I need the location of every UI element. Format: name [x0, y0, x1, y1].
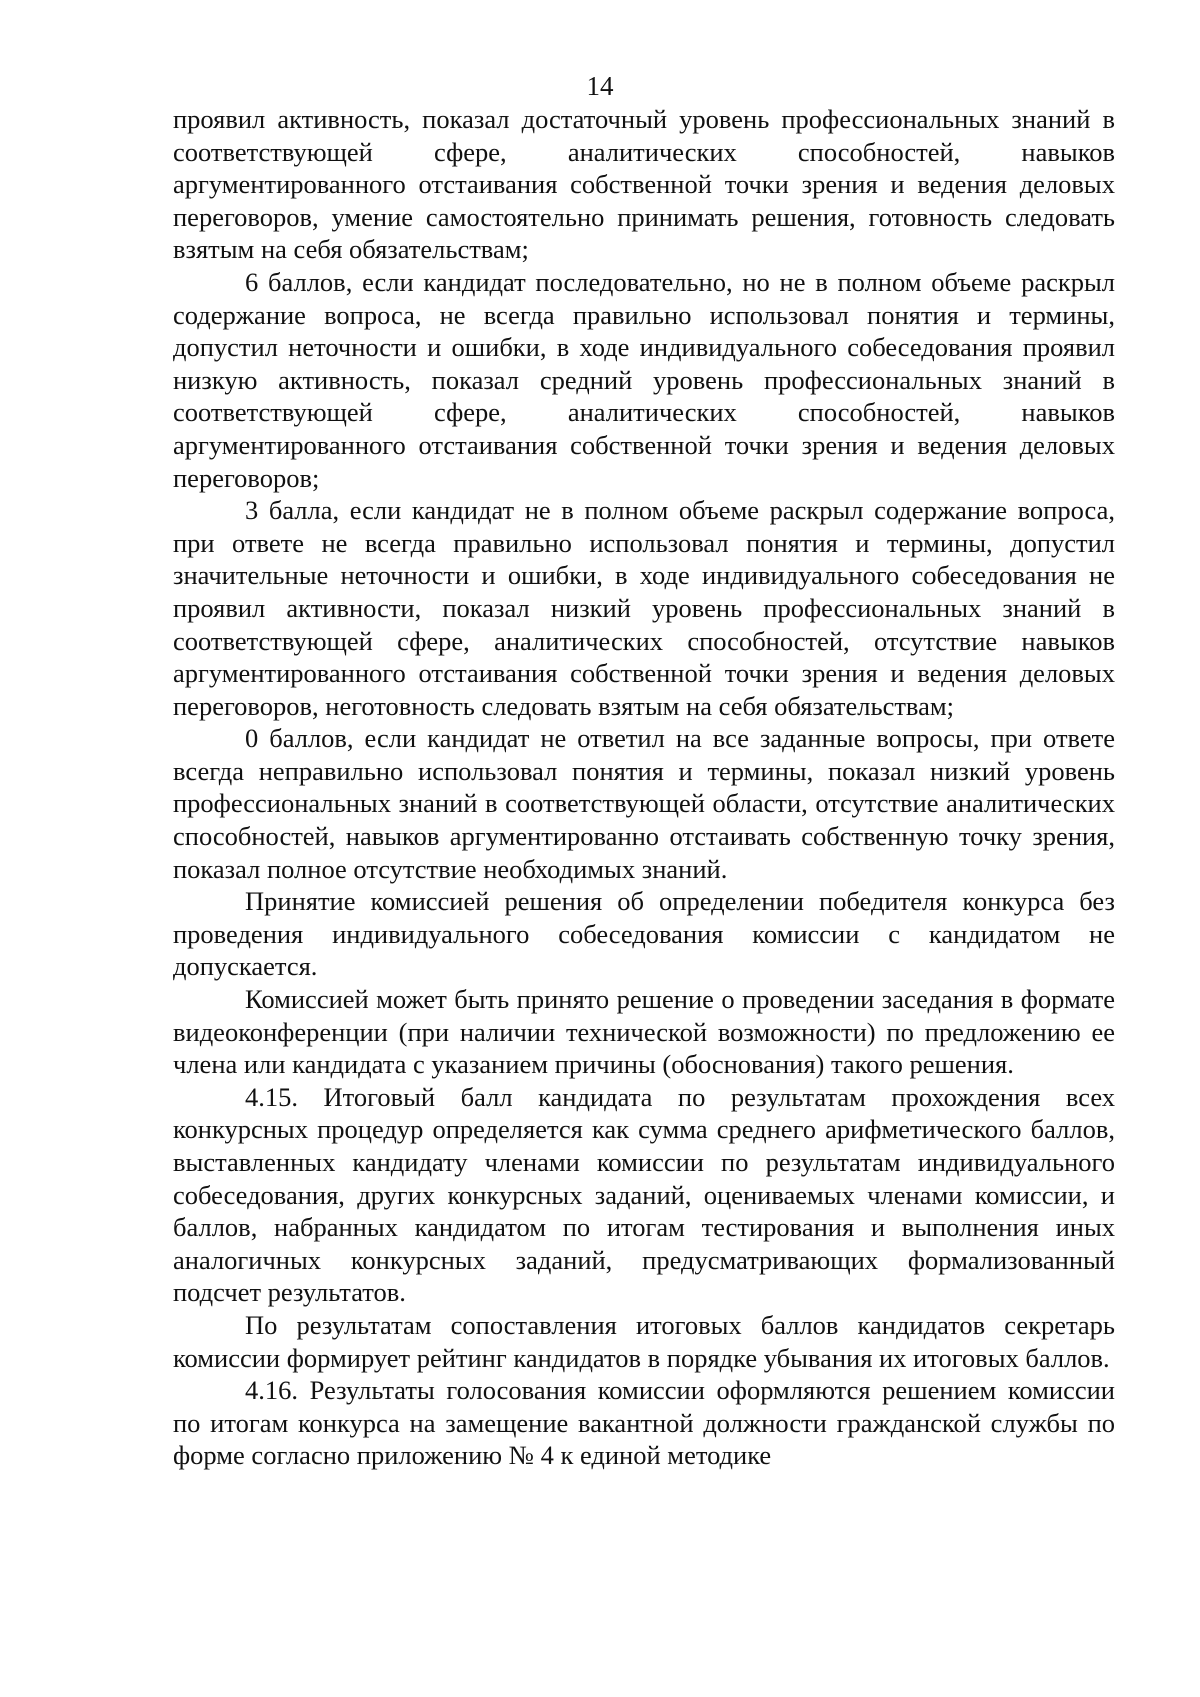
document-body — [173, 103, 1115, 1472]
paragraph-3-points: 3 балла, если кандидат не в полном объеме раскрыл содержание вопроса, при ответе не всегда правильно использовал понятия и термины, допустил значительные неточности и ошибки, в ходе индивидуального собеседования не проявил активности, показал низкий уровень профессиональных знаний в соответствующей сфере, аналитических способностей, отсутствие навыков аргументированного отстаивания собственной точки зрения и ведения деловых переговоров, неготовность следовать взятым на себя обязательствам; — [173, 495, 1115, 721]
paragraph-4-15: 4.15. Итоговый балл кандидата по результатам прохождения всех конкурсных процедур определяется как сумма среднего арифметического баллов, выставленных кандидату членами комиссии по результатам индивидуального собеседования, других конкурсных заданий, оцениваемых членами комиссии, и баллов, набранных кандидатом по итогам тестирования и выполнения иных аналогичных конкурсных заданий, предусматривающих формализованный подсчет результатов. — [173, 1081, 1115, 1308]
paragraph-rating: По результатам сопоставления итоговых баллов кандидатов секретарь комиссии формирует рейтинг кандидатов в порядке убывания их итоговых баллов. — [173, 1309, 1115, 1373]
page-number: 14 — [586, 71, 614, 101]
paragraph-videoconference: Комиссией может быть принято решение о проведении заседания в формате видеоконференции (при наличии технической возможности) по предложению ее члена или кандидата с указанием причины (обоснования) такого решения. — [173, 984, 1115, 1080]
paragraph-4-16: 4.16. Результаты голосования комиссии оформляются решением комиссии по итогам конкурса на замещение вакантной должности гражданской службы по форме согласно приложению № 4 к единой методике — [173, 1375, 1115, 1471]
paragraph-0-points: 0 баллов, если кандидат не ответил на все заданные вопросы, при ответе всегда неправильно использовал понятия и термины, показал низкий уровень профессиональных знаний в соответствующей области, отсутствие аналитических способностей, навыков аргументированно отстаивать собственную точку зрения, показал полное отсутствие необходимых знаний. — [173, 723, 1115, 884]
paragraph-no-interview: Принятие комиссией решения об определении победителя конкурса без проведения индивидуального собеседования комиссии с кандидатом не допускается. — [173, 886, 1115, 982]
paragraph-6-points: 6 баллов, если кандидат последовательно, но не в полном объеме раскрыл содержание вопроса, не всегда правильно использовал понятия и термины, допустил неточности и ошибки, в ходе индивидуального собеседования проявил низкую активность, показал средний уровень профессиональных знаний в соответствующей сфере, аналитических способностей, навыков аргументированного отстаивания собственной точки зрения и ведения деловых переговоров; — [173, 266, 1115, 493]
paragraph-continuation: проявил активность, показал достаточный уровень профессиональных знаний в соответствующей сфере, аналитических способностей, навыков аргументированного отстаивания собственной точки зрения и ведения деловых переговоров, умение самостоятельно принимать решения, готовность следовать взятым на себя обязательствам; — [173, 104, 1115, 265]
